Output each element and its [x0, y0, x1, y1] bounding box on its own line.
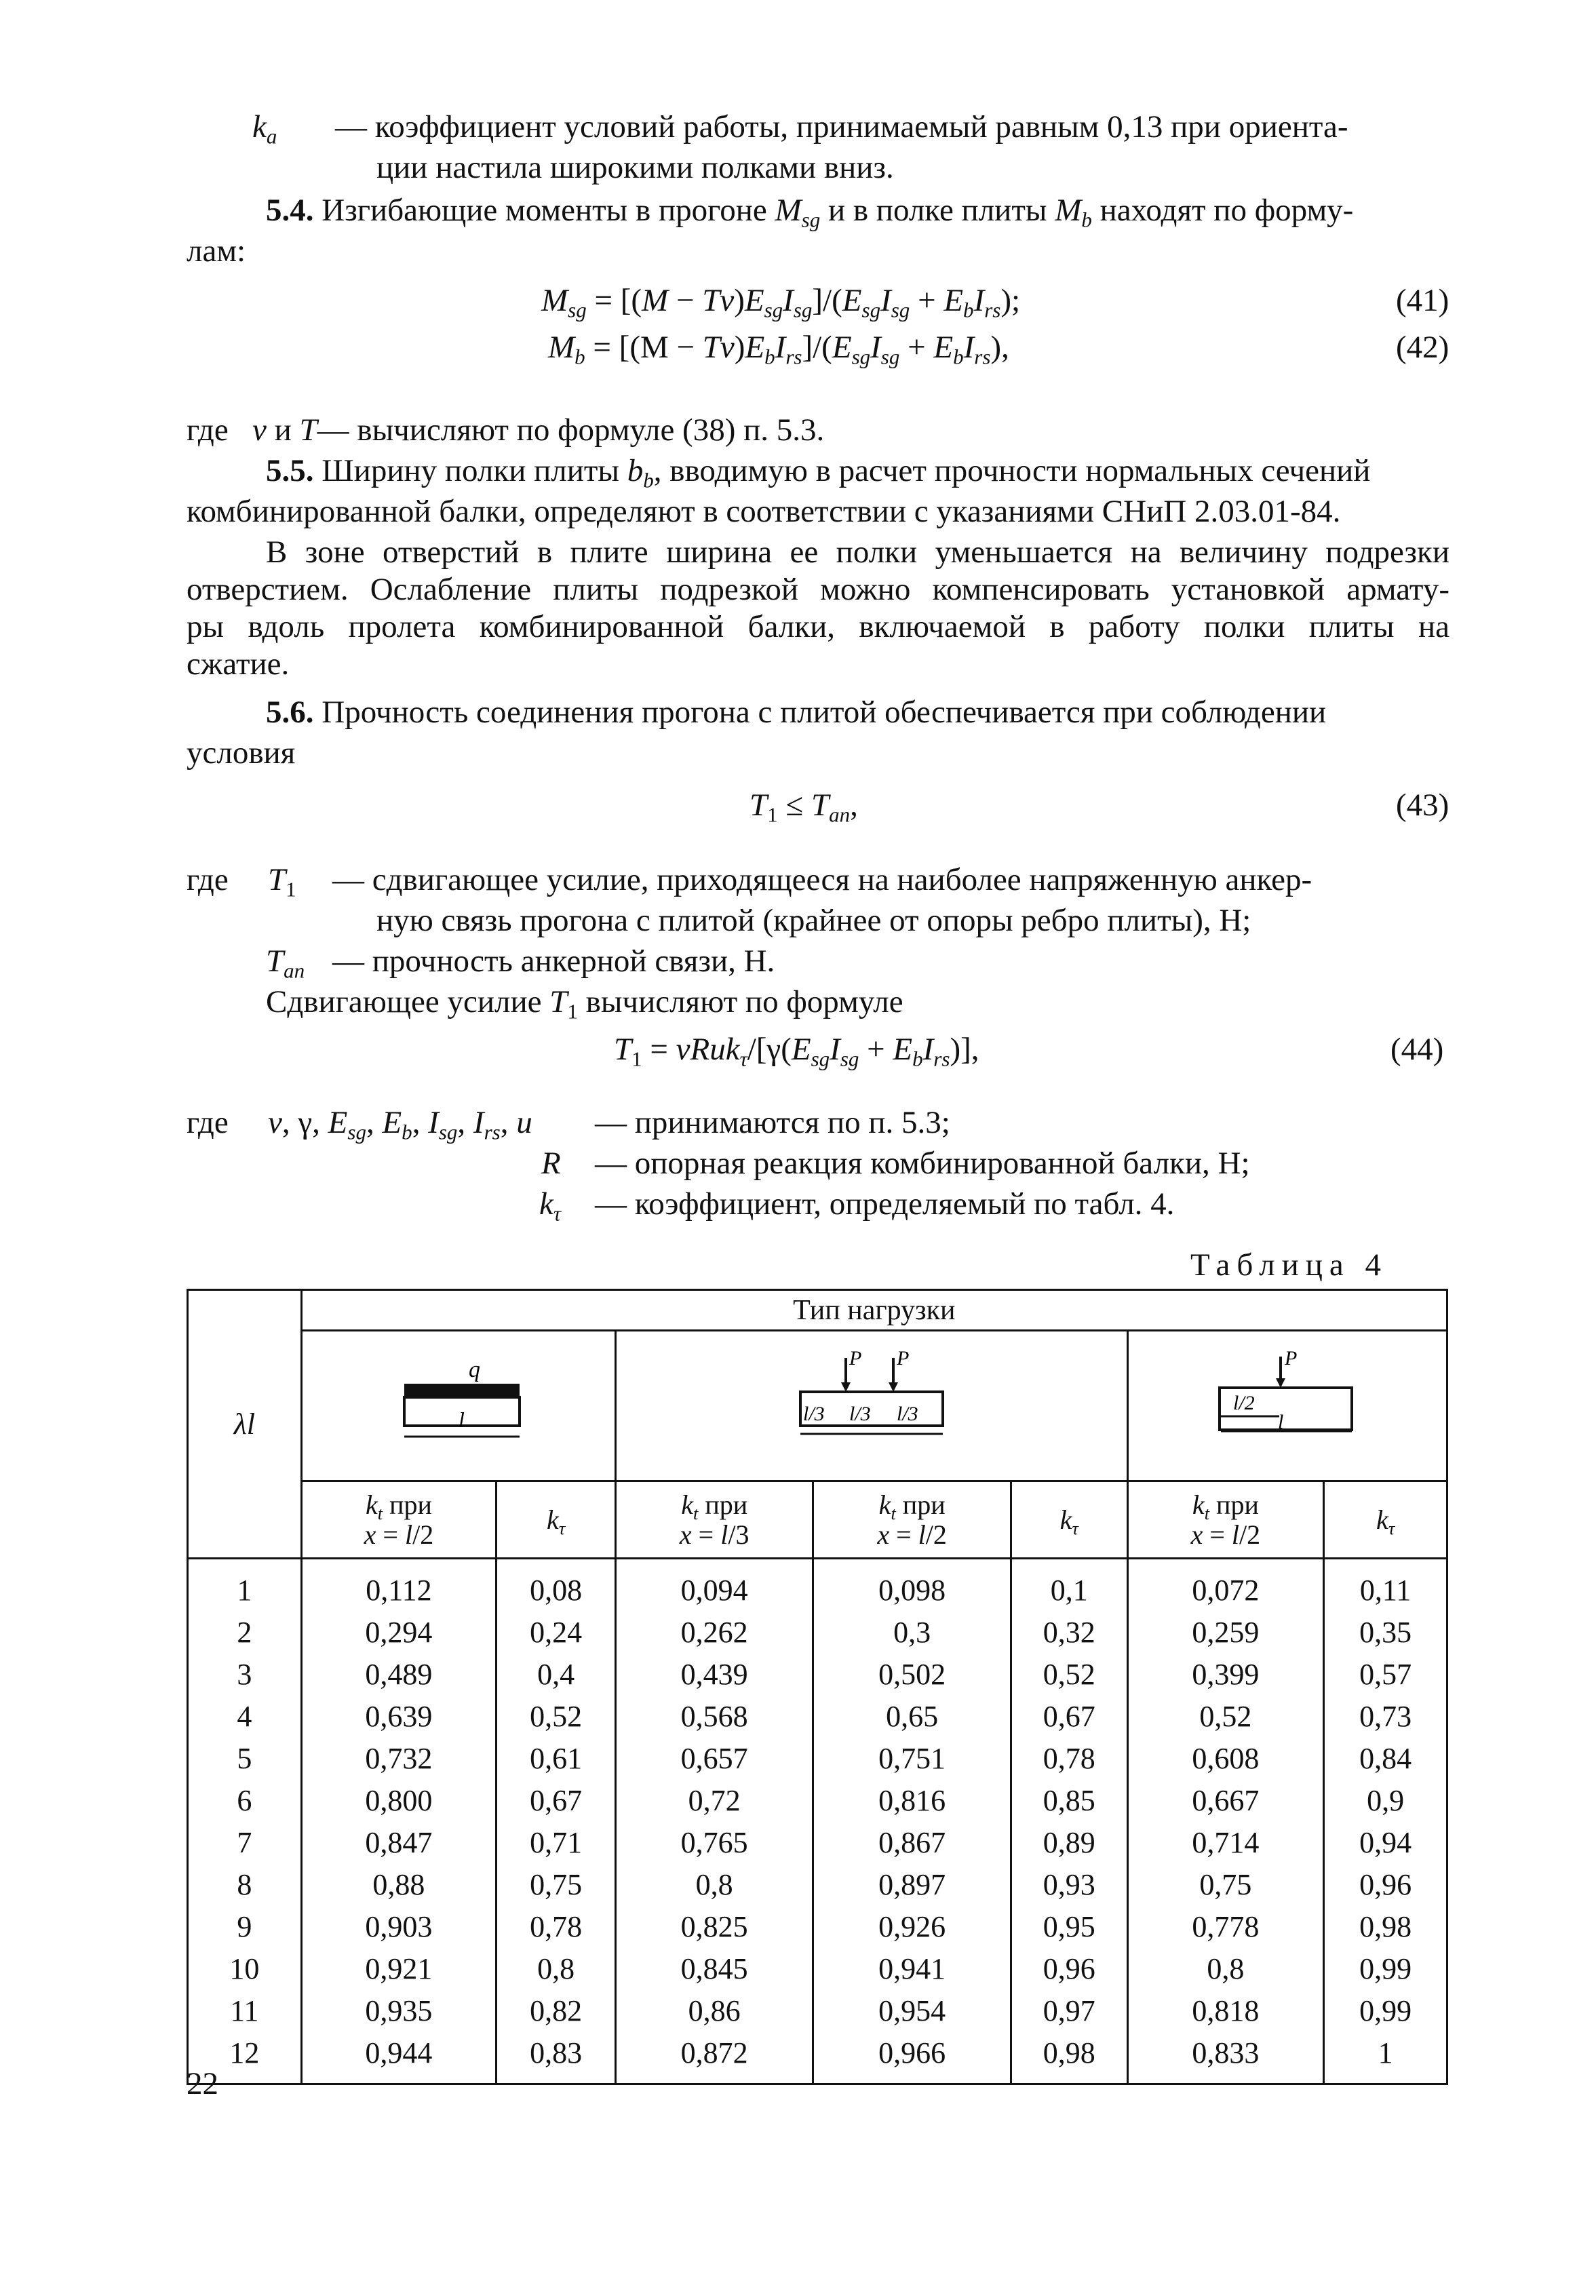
table-cell: 0,966 [813, 2031, 1011, 2084]
row-lambda-cell: 7 [188, 1821, 302, 1863]
table-cell: 0,72 [615, 1779, 813, 1821]
table-body [188, 1559, 1447, 2084]
table-cell: 0,52 [1127, 1695, 1324, 1737]
ka-definition-line1: — коэффициент условий работы, принимаемый равным 0,13 при ориента- [335, 109, 1348, 144]
table-cell: 0,439 [615, 1653, 813, 1695]
l-label: l [458, 1407, 465, 1432]
row-lambda-cell: 1 [188, 1559, 302, 1612]
l3-label-1: l/3 [802, 1403, 825, 1425]
table-row [188, 1737, 1447, 1779]
page-number: 22 [187, 2066, 218, 2101]
table-cell: 1 [1324, 2031, 1447, 2084]
table-cell: 0,71 [497, 1821, 616, 1863]
table-cell: 0,833 [1127, 2031, 1324, 2084]
table-cell: 0,97 [1011, 1989, 1127, 2031]
table-cell: 0,294 [301, 1611, 497, 1653]
params-definition: — принимаются по п. 5.3; [595, 1105, 950, 1140]
table-cell: 0,667 [1127, 1779, 1324, 1821]
table-cell: 0,75 [1127, 1863, 1324, 1905]
diagram-central-point-load [1127, 1331, 1447, 1481]
table-cell: 0,24 [497, 1611, 616, 1653]
table-cell: 0,399 [1127, 1653, 1324, 1695]
table-cell: 0,262 [615, 1611, 813, 1653]
col-ktau-2: $k_\tau$ [1011, 1481, 1127, 1559]
table-cell: 0,35 [1324, 1611, 1447, 1653]
table-cell: 0,816 [813, 1779, 1011, 1821]
para-5-5-continued: В зоне отверстий в плите ширина ее полки уменьшается на величину подрезки отверстием. Ослабление плиты подрезкой можно компенсировать установкой армату- ры вдоль пролета комбинированной балки, включаемой в работу полки плиты на сжатие. [187, 534, 1449, 682]
table-cell: 0,867 [813, 1821, 1011, 1863]
table-row [188, 1779, 1447, 1821]
table-cell: 0,259 [1127, 1611, 1324, 1653]
table-cell: 0,072 [1127, 1559, 1324, 1612]
table-cell: 0,921 [301, 1947, 497, 1989]
table-row [188, 1611, 1447, 1653]
table-cell: 0,872 [615, 2031, 813, 2084]
para-5-6-line2: условия [187, 735, 296, 771]
r-symbol: R [541, 1146, 561, 1181]
table-cell: 0,944 [301, 2031, 497, 2084]
table-cell: 0,751 [813, 1737, 1011, 1779]
table-cell: 0,78 [497, 1905, 616, 1947]
formula-43-number: (43) [1396, 787, 1449, 823]
table-cell: 0,73 [1324, 1695, 1447, 1737]
row-lambda-cell: 5 [188, 1737, 302, 1779]
table-cell: 0,800 [301, 1779, 497, 1821]
table-cell: 0,847 [301, 1821, 497, 1863]
table-row [188, 1559, 1447, 1612]
table-cell: 0,8 [497, 1947, 616, 1989]
table-cell: 0,4 [497, 1653, 616, 1695]
table-cell: 0,94 [1324, 1821, 1447, 1863]
row-lambda-cell: 9 [188, 1905, 302, 1947]
para-5-5-line2: комбинированной балки, определяют в соответствии с указаниями СНиП 2.03.01-84. [187, 494, 1341, 529]
row-lambda-cell: 11 [188, 1989, 302, 2031]
table-cell: 0,112 [301, 1559, 497, 1612]
row-lambda-cell: 6 [188, 1779, 302, 1821]
col-ktau-3: $k_\tau$ [1324, 1481, 1447, 1559]
table-cell: 0,765 [615, 1821, 813, 1863]
table-cell: 0,3 [813, 1611, 1011, 1653]
table-cell: 0,83 [497, 2031, 616, 2084]
diagram-two-point-loads [615, 1331, 1127, 1481]
table-cell: 0,935 [301, 1989, 497, 2031]
table-cell: 0,98 [1011, 2031, 1127, 2084]
table-cell: 0,67 [1011, 1695, 1127, 1737]
table-cell: 0,608 [1127, 1737, 1324, 1779]
table-cell: 0,954 [813, 1989, 1011, 2031]
table-cell: 0,67 [497, 1779, 616, 1821]
ktau-symbol: $k_\tau$ [539, 1186, 561, 1226]
where-label-2: где [187, 862, 229, 897]
table-cell: 0,84 [1324, 1737, 1447, 1779]
col-kt-x-l2-2: $k_t$ при x = l/2 [813, 1481, 1011, 1559]
table-cell: 0,897 [813, 1863, 1011, 1905]
para-5-4-line2: лам: [187, 233, 246, 269]
table-cell: 0,094 [615, 1559, 813, 1612]
formula-44-number: (44) [1390, 1032, 1444, 1067]
table-cell: 0,52 [1011, 1653, 1127, 1695]
table-row [188, 1989, 1447, 2031]
table-row [188, 1905, 1447, 1947]
row-lambda-cell: 2 [188, 1611, 302, 1653]
row-lambda-cell: 10 [188, 1947, 302, 1989]
table-cell: 0,78 [1011, 1737, 1127, 1779]
table-cell: 0,99 [1324, 1989, 1447, 2031]
row-lambda-cell: 12 [188, 2031, 302, 2084]
header-lambda: λl [188, 1290, 302, 1559]
table-cell: 0,57 [1324, 1653, 1447, 1695]
row-lambda-cell: 4 [188, 1695, 302, 1737]
table-cell: 0,95 [1011, 1905, 1127, 1947]
table-row [188, 1695, 1447, 1737]
table-row [188, 2031, 1447, 2084]
table-cell: 0,845 [615, 1947, 813, 1989]
formula-42: $M_b = [(M - Tv)E_bI_{rs}]/(E_{sg}I_{sg} + E_bI_{rs})$, [548, 330, 1009, 369]
table-cell: 0,818 [1127, 1989, 1324, 2031]
formula-41: $M_{sg} = [(M - Tv)E_{sg}I_{sg}]/(E_{sg}I_{sg} + E_bI_{rs})$; [541, 283, 1021, 322]
table-cell: 0,098 [813, 1559, 1011, 1612]
where-label-3: где [187, 1105, 229, 1140]
table-cell: 0,96 [1324, 1863, 1447, 1905]
two-point-load-icon [794, 1344, 950, 1460]
t1-symbol: $T_1$ [268, 862, 296, 901]
table-cell: 0,93 [1011, 1863, 1127, 1905]
central-point-load-icon [1213, 1344, 1362, 1460]
tan-symbol: $T_{an}$ [266, 943, 305, 983]
table-cell: 0,85 [1011, 1779, 1127, 1821]
para-5-6-line1: 5.6. Прочность соединения прогона с плитой обеспечивается при соблюдении [266, 695, 1327, 730]
table-cell: 0,82 [497, 1989, 616, 2031]
l3-label-2: l/3 [849, 1403, 871, 1425]
table-cell: 0,52 [497, 1695, 616, 1737]
table-cell: 0,732 [301, 1737, 497, 1779]
col-kt-x-l3: $k_t$ при x = l/3 [615, 1481, 813, 1559]
table-cell: 0,65 [813, 1695, 1011, 1737]
t1-definition-line1: — сдвигающее усилие, приходящееся на наиболее напряженную анкер- [332, 862, 1312, 897]
table-cell: 0,502 [813, 1653, 1011, 1695]
formula-43: $T_1 \le T_{an}$, [750, 787, 858, 827]
table-row [188, 1653, 1447, 1695]
ka-symbol: $k_a$ [252, 109, 277, 149]
ktau-definition: — коэффициент, определяемый по табл. 4. [595, 1186, 1175, 1222]
diagram-distributed-load [301, 1331, 615, 1481]
table-cell: 0,1 [1011, 1559, 1127, 1612]
table-cell: 0,9 [1324, 1779, 1447, 1821]
table-cell: 0,903 [301, 1905, 497, 1947]
l3-label-3: l/3 [896, 1403, 918, 1425]
table-cell: 0,639 [301, 1695, 497, 1737]
params-symbols: v, γ, $E_{sg}$, $E_b$, $I_{sg}$, $I_{rs}$, u [268, 1105, 532, 1144]
table-cell: 0,86 [615, 1989, 813, 2031]
col-kt-x-l2-3: $k_t$ при x = l/2 [1127, 1481, 1324, 1559]
table-4 [187, 1289, 1448, 2085]
l-label-3: l [1277, 1411, 1284, 1433]
table-cell: 0,61 [497, 1737, 616, 1779]
col-ktau-1: $k_\tau$ [497, 1481, 616, 1559]
p-label-3: P [1284, 1347, 1298, 1369]
formula-44: $T_1$ = $vRuk_\tau/[\gamma(E_{sg}I_{sg} + E_bI_{rs})]$, [614, 1032, 979, 1071]
header-load-type: Тип нагрузки [301, 1290, 1447, 1331]
table-cell: 0,89 [1011, 1821, 1127, 1863]
formula-41-number: (41) [1396, 283, 1449, 318]
formula-42-number: (42) [1396, 330, 1449, 365]
table-cell: 0,88 [301, 1863, 497, 1905]
table-row [188, 1947, 1447, 1989]
table-cell: 0,825 [615, 1905, 813, 1947]
t1-definition-line2: ную связь прогона с плитой (крайнее от опоры ребро плиты), Н; [376, 903, 1251, 938]
shear-force-line: Сдвигающее усилие $T_1$ вычисляют по формуле [266, 984, 903, 1024]
col-kt-x-l2-1: $k_t$ при x = l/2 [301, 1481, 497, 1559]
table-cell: 0,75 [497, 1863, 616, 1905]
row-lambda-cell: 8 [188, 1863, 302, 1905]
para-5-5-line1: 5.5. Ширину полки плиты $b_b$, вводимую в расчет прочности нормальных сечений [266, 453, 1371, 492]
l2-label: l/2 [1232, 1392, 1255, 1414]
p-label-2: P [896, 1347, 910, 1369]
table-cell: 0,657 [615, 1737, 813, 1779]
r-definition: — опорная реакция комбинированной балки, Н; [595, 1146, 1250, 1181]
table-cell: 0,8 [615, 1863, 813, 1905]
table-cell: 0,98 [1324, 1905, 1447, 1947]
table-cell: 0,714 [1127, 1821, 1324, 1863]
q-label: q [468, 1357, 480, 1382]
table-cell: 0,11 [1324, 1559, 1447, 1612]
table-cell: 0,96 [1011, 1947, 1127, 1989]
table-caption: Таблица 4 [1190, 1247, 1388, 1283]
ka-definition-line2: ции настила широкими полками вниз. [376, 150, 894, 185]
table-cell: 0,8 [1127, 1947, 1324, 1989]
table-cell: 0,941 [813, 1947, 1011, 1989]
table-cell: 0,778 [1127, 1905, 1324, 1947]
table-cell: 0,08 [497, 1559, 616, 1612]
para-5-4-line1: 5.4. Изгибающие моменты в прогоне $M_{sg}$ и в полке плиты $M_b$ находят по форму- [266, 193, 1354, 232]
table-cell: 0,32 [1011, 1611, 1127, 1653]
distributed-load-icon [391, 1351, 526, 1453]
where-v-t: где v и T— вычисляют по формуле (38) п. 5.3. [187, 412, 825, 448]
table-cell: 0,99 [1324, 1947, 1447, 1989]
table-cell: 0,926 [813, 1905, 1011, 1947]
row-lambda-cell: 3 [188, 1653, 302, 1695]
p-label-1: P [849, 1347, 862, 1369]
table-cell: 0,489 [301, 1653, 497, 1695]
table-row [188, 1863, 1447, 1905]
table-cell: 0,568 [615, 1695, 813, 1737]
table-row [188, 1821, 1447, 1863]
tan-definition: — прочность анкерной связи, Н. [332, 943, 775, 979]
